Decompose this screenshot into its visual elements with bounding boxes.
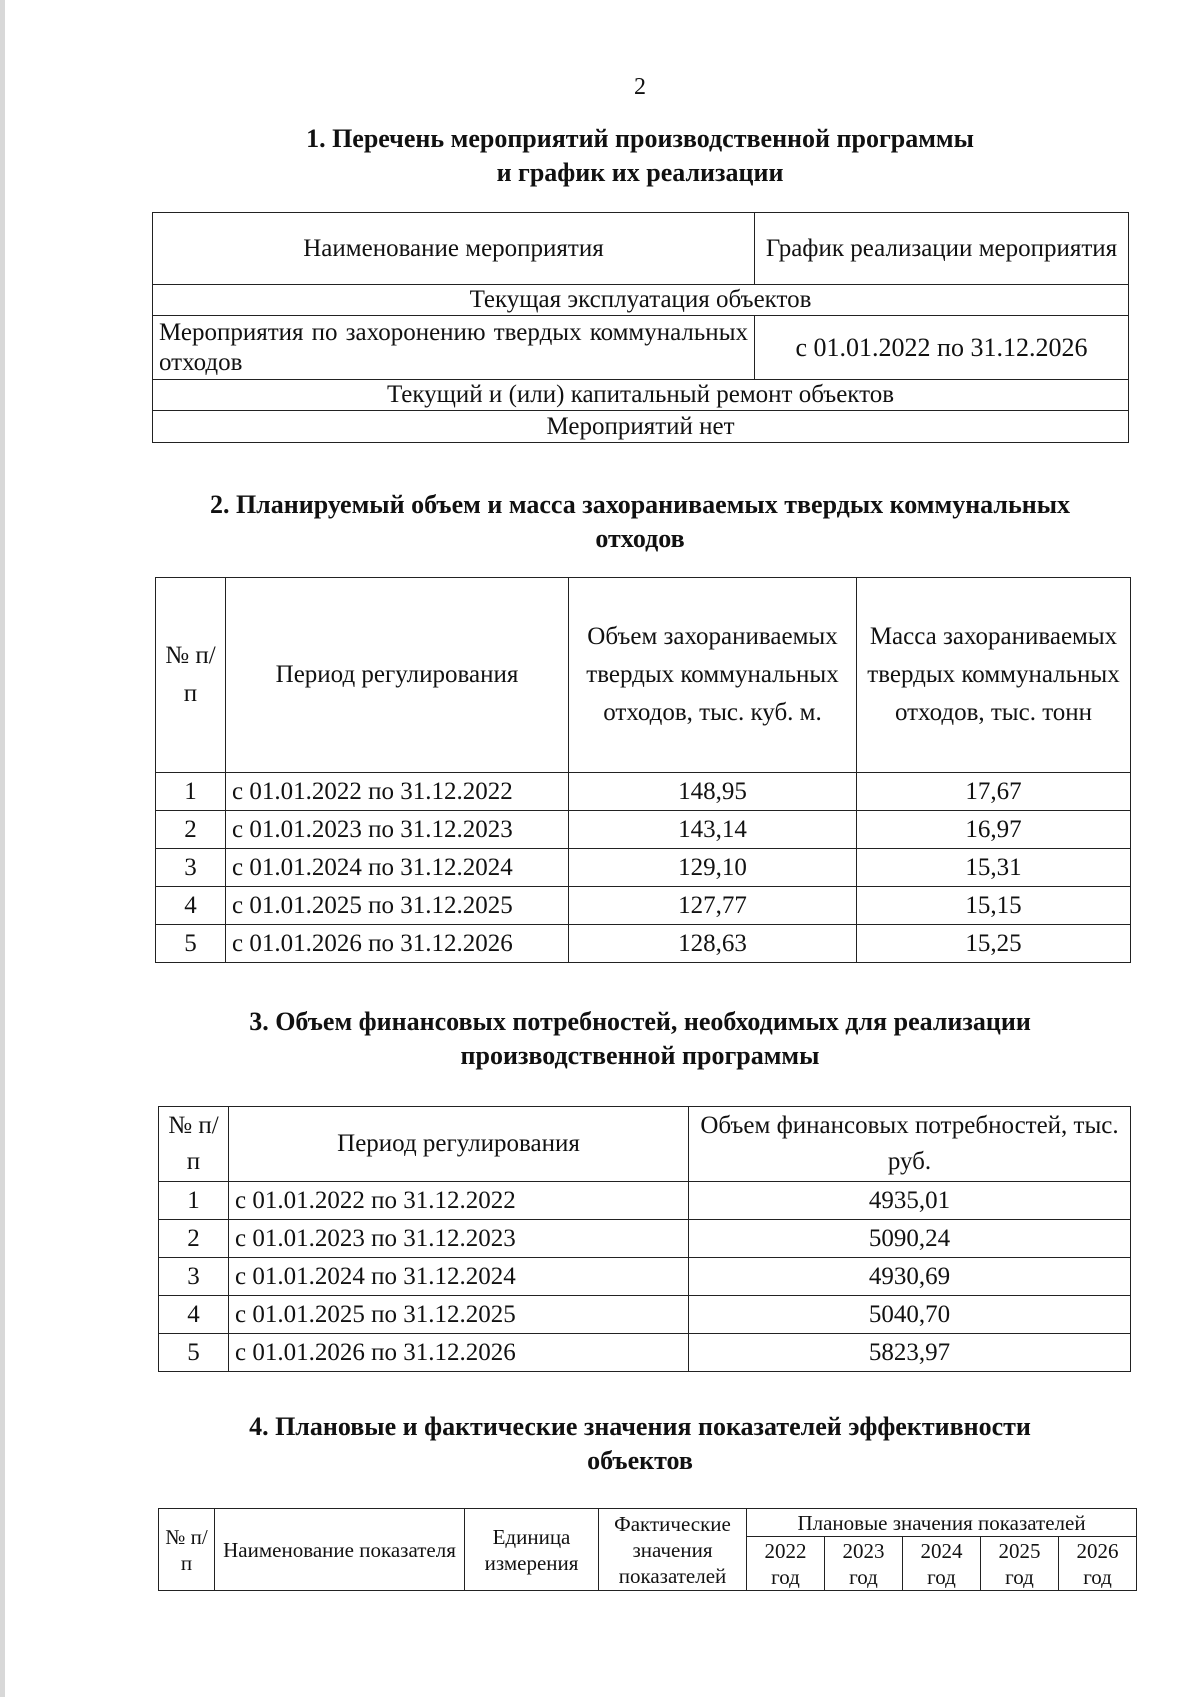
table-row [156, 849, 1131, 887]
row-volume: 129,10 [569, 849, 857, 887]
section2-title-line2: отходов [595, 524, 685, 553]
section2-title [150, 488, 1130, 556]
col-header-period: Период регулирования [226, 578, 569, 773]
table-row [159, 1220, 1131, 1258]
row-period: с 01.01.2025 по 31.12.2025 [226, 887, 569, 925]
no-activities: Мероприятий нет [153, 411, 1129, 443]
col-header-year: 2026 год [1059, 1537, 1137, 1591]
col-header-year: 2022 год [747, 1537, 825, 1591]
table-row [156, 811, 1131, 849]
financial-needs-table [158, 1106, 1131, 1372]
row-period: с 01.01.2026 по 31.12.2026 [229, 1334, 689, 1372]
row-num: 2 [159, 1220, 229, 1258]
section4-title-line2: объектов [587, 1446, 693, 1475]
row-period: с 01.01.2025 по 31.12.2025 [229, 1296, 689, 1334]
row-num: 5 [156, 925, 226, 963]
row-num: 1 [156, 773, 226, 811]
col-header-year: 2024 год [903, 1537, 981, 1591]
row-num: 3 [156, 849, 226, 887]
table-row [159, 1334, 1131, 1372]
section1-title-line2: и график их реализации [496, 158, 784, 187]
row-num: 4 [156, 887, 226, 925]
row-mass: 17,67 [857, 773, 1131, 811]
section3-title-line1: 3. Объем финансовых потребностей, необходимых для реализации [249, 1007, 1031, 1036]
row-num: 3 [159, 1258, 229, 1296]
table-row [159, 1296, 1131, 1334]
row-mass: 15,15 [857, 887, 1131, 925]
indicators-table [158, 1508, 1137, 1591]
section1-title-line1: 1. Перечень мероприятий производственной программы [306, 124, 974, 153]
row-volume: 143,14 [569, 811, 857, 849]
row-num: 4 [159, 1296, 229, 1334]
row-period: с 01.01.2024 по 31.12.2024 [229, 1258, 689, 1296]
table-row [156, 773, 1131, 811]
row-period: с 01.01.2022 по 31.12.2022 [226, 773, 569, 811]
row-mass: 15,31 [857, 849, 1131, 887]
col-header-unit: Единица измерения [465, 1509, 599, 1591]
row-num: 1 [159, 1182, 229, 1220]
col-header-mass: Масса захораниваемых твердых коммунальных отходов, тыс. тонн [857, 578, 1131, 773]
page-number: 2 [634, 74, 646, 100]
row-period: с 01.01.2023 по 31.12.2023 [229, 1220, 689, 1258]
activity-schedule: с 01.01.2022 по 31.12.2026 [755, 316, 1129, 380]
col-header-volume: Объем захораниваемых твердых коммунальных отходов, тыс. куб. м. [569, 578, 857, 773]
col-header-num: № п/п [159, 1509, 215, 1591]
col-header-num: № п/п [159, 1107, 229, 1182]
table-row [156, 887, 1131, 925]
col-header-year: 2025 год [981, 1537, 1059, 1591]
row-amount: 4930,69 [689, 1258, 1131, 1296]
col-header-schedule: График реализации мероприятия [755, 213, 1129, 285]
row-volume: 128,63 [569, 925, 857, 963]
col-header-num: № п/п [156, 578, 226, 773]
row-period: с 01.01.2026 по 31.12.2026 [226, 925, 569, 963]
col-header-activity-name: Наименование мероприятия [153, 213, 755, 285]
row-amount: 5823,97 [689, 1334, 1131, 1372]
group-header-repair: Текущий и (или) капитальный ремонт объектов [153, 380, 1129, 411]
activity-name: Мероприятия по захоронению твердых коммунальных отходов [153, 316, 755, 380]
row-num: 5 [159, 1334, 229, 1372]
col-header-planned: Плановые значения показателей [747, 1509, 1137, 1537]
col-header-year: 2023 год [825, 1537, 903, 1591]
page-edge [0, 0, 5, 1697]
table-row [156, 925, 1131, 963]
col-header-period: Период регулирования [229, 1107, 689, 1182]
section4-title-line1: 4. Плановые и фактические значения показателей эффективности [249, 1412, 1031, 1441]
row-num: 2 [156, 811, 226, 849]
section1-title [150, 122, 1130, 190]
activities-table [152, 212, 1129, 443]
row-volume: 148,95 [569, 773, 857, 811]
volume-mass-table [155, 577, 1131, 963]
row-amount: 5040,70 [689, 1296, 1131, 1334]
row-mass: 16,97 [857, 811, 1131, 849]
col-header-amount: Объем финансовых потребностей, тыс. руб. [689, 1107, 1131, 1182]
table-row [159, 1258, 1131, 1296]
col-header-indicator: Наименование показателя [215, 1509, 465, 1591]
section3-title-line2: производственной программы [460, 1041, 820, 1070]
section3-title [150, 1005, 1130, 1073]
row-period: с 01.01.2024 по 31.12.2024 [226, 849, 569, 887]
row-mass: 15,25 [857, 925, 1131, 963]
group-header-operation: Текущая эксплуатация объектов [153, 285, 1129, 316]
row-volume: 127,77 [569, 887, 857, 925]
table-row [159, 1182, 1131, 1220]
row-period: с 01.01.2022 по 31.12.2022 [229, 1182, 689, 1220]
section2-title-line1: 2. Планируемый объем и масса захораниваемых твердых коммунальных [209, 490, 1071, 519]
col-header-actual: Фактические значения показателей [599, 1509, 747, 1591]
row-amount: 4935,01 [689, 1182, 1131, 1220]
row-amount: 5090,24 [689, 1220, 1131, 1258]
row-period: с 01.01.2023 по 31.12.2023 [226, 811, 569, 849]
section4-title [150, 1410, 1130, 1478]
